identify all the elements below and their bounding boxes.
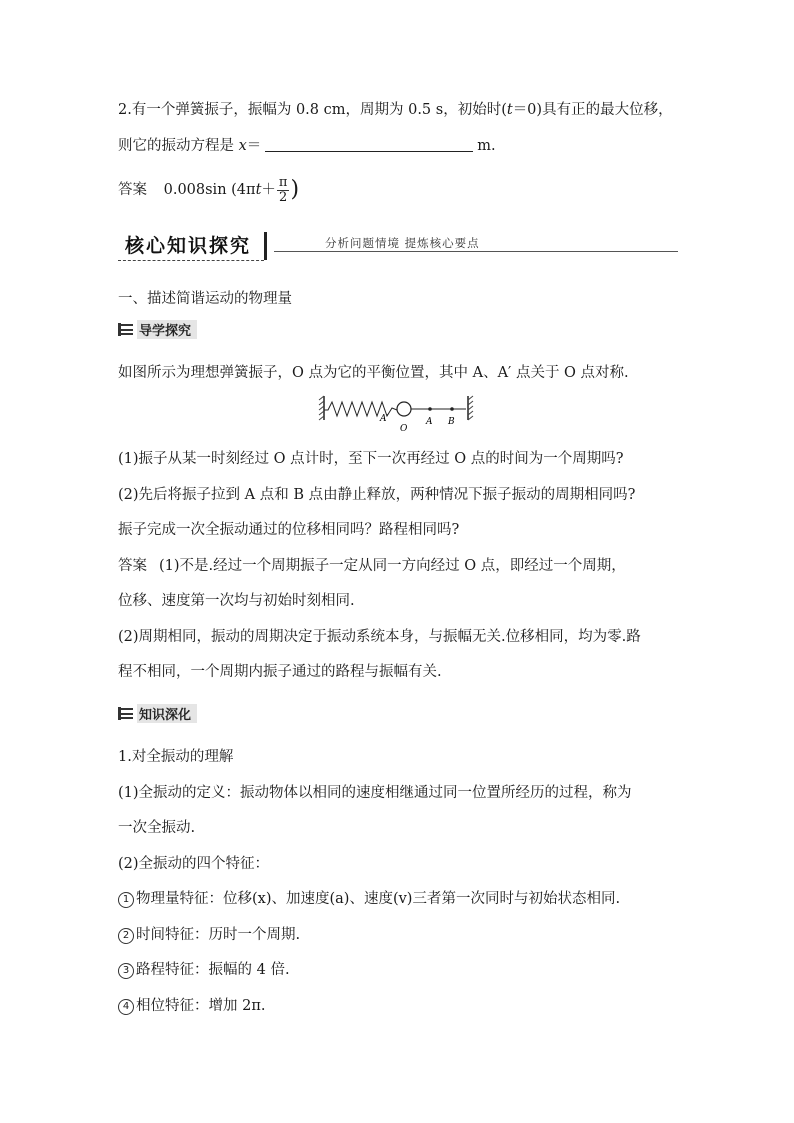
banner-right-line — [274, 251, 678, 252]
label-o: O — [400, 424, 408, 434]
subsection-guided-inquiry: 导学探究 — [118, 320, 197, 339]
answer-2b: 程不相同，一个周期内振子通过的路程与振幅有关. — [118, 664, 442, 680]
answer-2a: (2)周期相同，振动的周期决定于振动系统本身，与振幅无关.位移相同，均为零.路 — [118, 629, 641, 645]
feature-item: 4 相位特征：增加 2π. — [118, 996, 265, 1016]
question-2b: 振子完成一次全振动通过的位移相同吗？路程相同吗? — [118, 522, 460, 538]
answer-1a: 答案 (1)不是.经过一个周期振子一定从同一方向经过 O 点，即经过一个周期， — [118, 558, 626, 574]
feature-item: 3 路程特征：振幅的 4 倍. — [118, 960, 290, 980]
circled-number: 4 — [118, 999, 134, 1015]
label-b: B — [448, 417, 455, 427]
question-2-line-1: 2.有一个弹簧振子，振幅为 0.8 cm，周期为 0.5 s，初始时(t＝0)具有正的最大位移， — [118, 102, 673, 118]
feature-item: 1 物理量特征：位移(x)、加速度(a)、速度(v)三者第一次同时与初始状态相同. — [118, 889, 620, 909]
answer-label: 答案 — [118, 558, 147, 574]
spring-oscillator-figure — [318, 394, 478, 434]
banner-subtitle: 分析问题情境 提炼核心要点 — [325, 236, 480, 250]
intro-text: 如图所示为理想弹簧振子，O 点为它的平衡位置，其中 A、A′ 点关于 O 点对称. — [118, 365, 629, 381]
section-1-heading: 一、描述简谐运动的物理量 — [118, 291, 292, 307]
point-b — [450, 407, 454, 411]
banner-bottom-dotted-line — [118, 260, 264, 261]
oscillator-ball — [397, 402, 411, 416]
label-a-prime: A′ — [380, 414, 389, 424]
point-a — [428, 407, 432, 411]
list-icon — [118, 707, 133, 720]
label-a: A — [426, 417, 433, 427]
answer-blank — [265, 137, 473, 152]
question-2-line-2: 则它的振动方程是 x＝ m. — [118, 138, 496, 154]
section-2-heading: 1.对全振动的理解 — [118, 749, 234, 765]
definition-line-2: 一次全振动. — [118, 820, 196, 836]
feature-item: 2 时间特征：历时一个周期. — [118, 925, 300, 945]
features-heading: (2)全振动的四个特征： — [118, 856, 270, 872]
circled-number: 2 — [118, 928, 134, 944]
answer-1b: 位移、速度第一次均与初始时刻相同. — [118, 593, 355, 609]
list-icon — [118, 323, 133, 336]
question-2a: (2)先后将振子拉到 A 点和 B 点由静止释放，两种情况下振子振动的周期相同吗? — [118, 487, 636, 503]
banner-separator-bar — [264, 232, 267, 260]
subsection-knowledge-deepening: 知识深化 — [118, 704, 197, 723]
left-wall — [319, 396, 324, 420]
definition-line-1: (1)全振动的定义：振动物体以相同的速度相继通过同一位置所经历的过程，称为 — [118, 785, 632, 801]
circled-number: 1 — [118, 892, 134, 908]
right-wall — [468, 396, 473, 420]
circled-number: 3 — [118, 963, 134, 979]
banner-title: 核心知识探究 — [125, 235, 252, 257]
question-1: (1)振子从某一时刻经过 O 点计时，至下一次再经过 O 点的时间为一个周期吗? — [118, 451, 624, 467]
question-2-answer: 答案 0.008sin (4πt＋ $\frac{\pi}{2}$ ) — [118, 174, 300, 205]
pi-over-2-fraction: $\frac{\pi}{2}$ — [278, 174, 288, 205]
answer-label: 答案 — [118, 182, 147, 198]
